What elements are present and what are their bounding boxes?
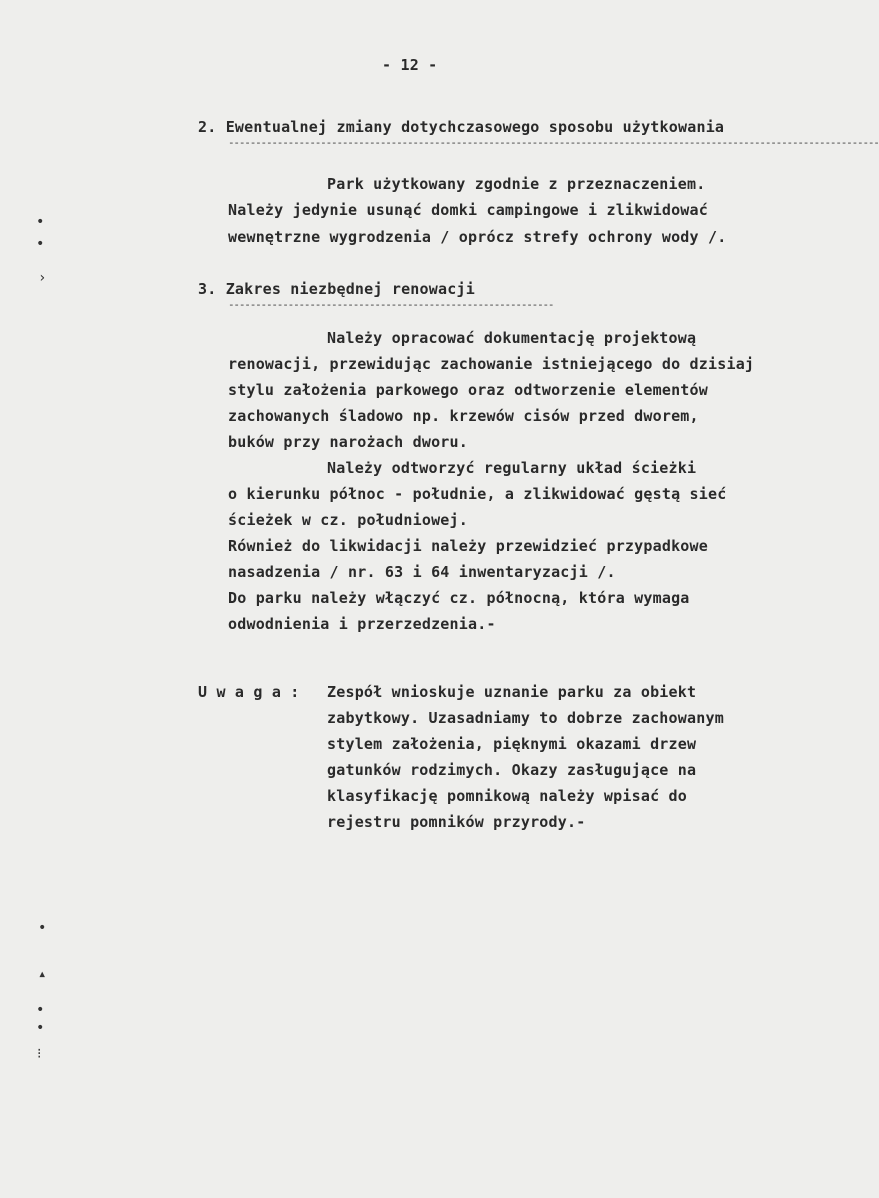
section-3-line-9: Również do likwidacji należy przewidzieć przypadkowe — [228, 537, 708, 555]
margin-mark: • — [36, 214, 45, 230]
note-label: U w a g a : — [198, 683, 300, 701]
note-line-4: gatunków rodzimych. Okazy zasługujące na — [327, 761, 697, 779]
section-3-line-8: ścieżek w cz. południowej. — [228, 511, 468, 529]
section-3-line-6: Należy odtworzyć regularny układ ścieżki — [327, 459, 697, 477]
margin-mark: • — [38, 920, 47, 936]
note-line-5: klasyfikację pomnikową należy wpisać do — [327, 787, 687, 805]
section-3-underline: ------------------------------------------------------------ — [228, 298, 554, 311]
section-3-line-5: buków przy narożach dworu. — [228, 433, 468, 451]
section-3-line-3: stylu założenia parkowego oraz odtworzenie elementów — [228, 381, 708, 399]
note-line-3: stylem założenia, pięknymi okazami drzew — [327, 735, 697, 753]
section-3-heading: 3. Zakres niezbędnej renowacji — [198, 280, 475, 298]
section-3-line-10: nasadzenia / nr. 63 i 64 inwentaryzacji /. — [228, 563, 616, 581]
margin-mark: • — [36, 1020, 45, 1036]
note-line-2: zabytkowy. Uzasadniamy to dobrze zachowanym — [327, 709, 724, 727]
section-3-line-7: o kierunku północ - południe, a zlikwidować gęstą sieć — [228, 485, 727, 503]
margin-mark: ⁝ — [37, 1046, 42, 1062]
section-2-underline: ------------------------------------------------------------------------------------------------------------------------ — [228, 136, 879, 149]
margin-mark: • — [36, 1002, 45, 1018]
section-3-line-12: odwodnienia i przerzedzenia.- — [228, 615, 496, 633]
page-number: - 12 - — [382, 56, 438, 74]
note-line-1: Zespół wnioskuje uznanie parku za obiekt — [327, 683, 697, 701]
section-2-line-1: Park użytkowany zgodnie z przeznaczeniem. — [327, 175, 706, 193]
section-2-heading: 2. Ewentualnej zmiany dotychczasowego sposobu użytkowania — [198, 118, 725, 136]
section-3-line-1: Należy opracować dokumentację projektową — [327, 329, 697, 347]
section-3-line-2: renowacji, przewidując zachowanie istniejącego do dzisiaj — [228, 355, 755, 373]
margin-mark: › — [38, 270, 47, 286]
section-3-line-11: Do parku należy włączyć cz. północną, która wymaga — [228, 589, 690, 607]
note-line-6: rejestru pomników przyrody.- — [327, 813, 586, 831]
margin-mark: • — [36, 236, 45, 252]
section-2-line-2: Należy jedynie usunąć domki campingowe i zlikwidować — [228, 201, 708, 219]
margin-mark: ▴ — [38, 966, 47, 982]
section-3-line-4: zachowanych śladowo np. krzewów cisów przed dworem, — [228, 407, 699, 425]
section-2-line-3: wewnętrzne wygrodzenia / oprócz strefy ochrony wody /. — [228, 228, 727, 246]
